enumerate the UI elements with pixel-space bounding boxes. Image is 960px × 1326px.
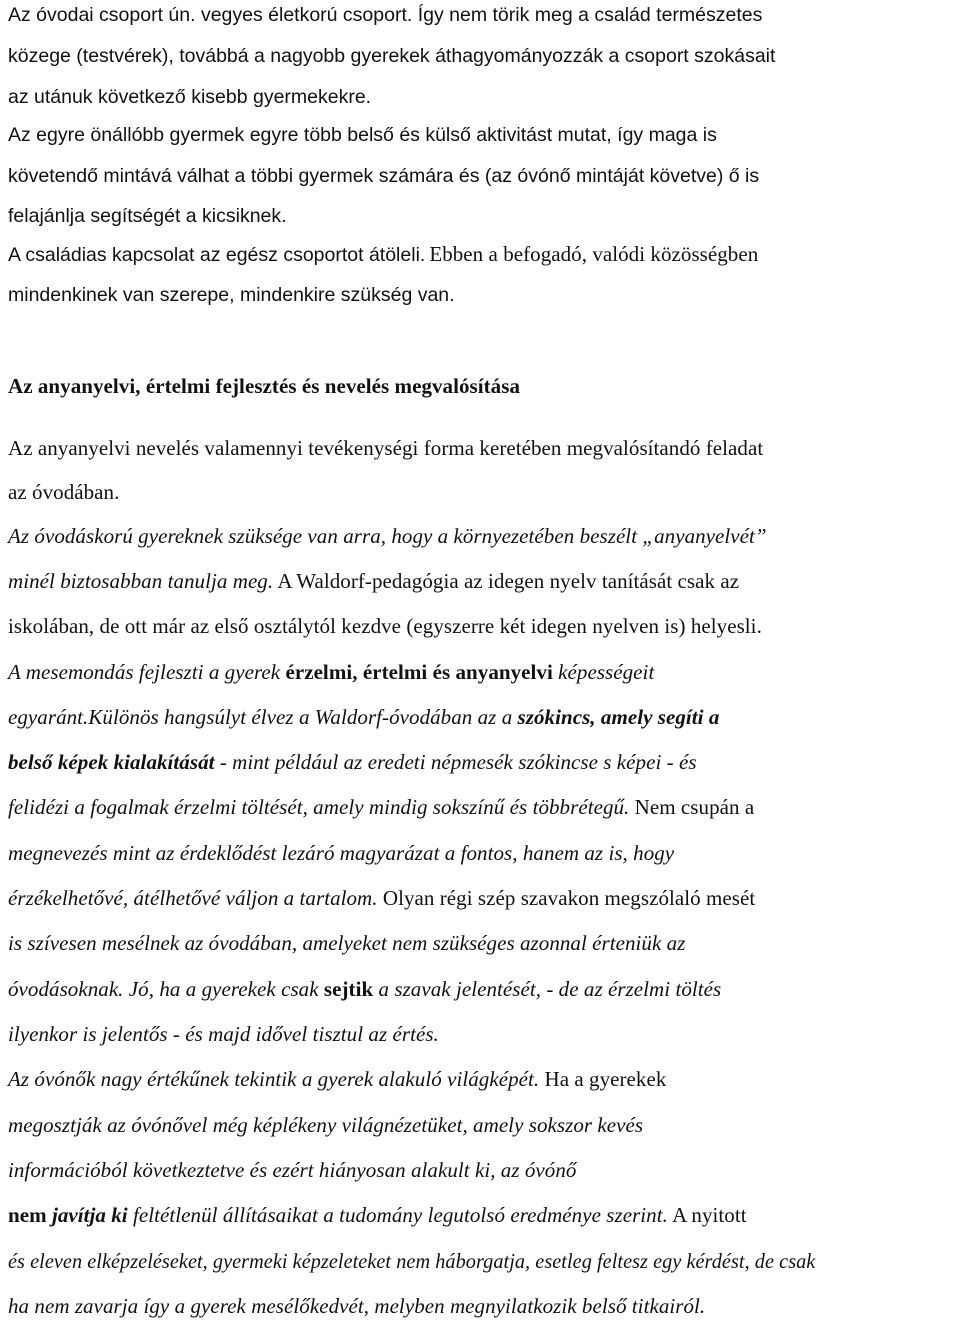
paragraph-5-line-10-text: is szívesen mesélnek az óvodában, amelyeket nem szükséges azonnal érteniük az	[8, 931, 686, 955]
paragraph-6-line-6	[8, 1294, 705, 1319]
paragraph-5-line-1-text: Az óvodáskorú gyereknek szüksége van arra, hogy a környezetében beszélt „anyanyelvét”	[8, 524, 767, 548]
paragraph-6-line-1-italic: Az óvónők nagy értékűnek tekintik a gyerek alakuló világképét.	[8, 1067, 540, 1091]
paragraph-1-line-1: Az óvodai csoport ún. vegyes életkorú csoport. Így nem törik meg a család természetes	[8, 4, 763, 26]
paragraph-5-line-12	[8, 1022, 439, 1047]
paragraph-5-line-11	[8, 977, 721, 1002]
paragraph-5-line-2-regular: A Waldorf-pedagógia az idegen nyelv tanítását csak az	[273, 569, 740, 593]
paragraph-5-line-5-lead: egyaránt.	[8, 705, 89, 729]
paragraph-1-line-3: az utánuk következő kisebb gyermekekre.	[8, 86, 372, 108]
section-heading: Az anyanyelvi, értelmi fejlesztés és nevelés megvalósítása	[8, 374, 521, 398]
paragraph-5-line-9-italic: érzékelhetővé, átélhetővé váljon a tartalom.	[8, 886, 378, 910]
paragraph-6-line-5	[8, 1249, 845, 1274]
paragraph-2-line-1: Az egyre önállóbb gyermek egyre több belső és külső aktivitást mutat, így maga is	[8, 124, 717, 146]
paragraph-5-line-5-middle: Különös hangsúlyt élvez a Waldorf-óvodában az a	[88, 705, 518, 729]
paragraph-5-line-7-italic: felidézi a fogalmak érzelmi töltését, amely mindig sokszínű és többrétegű.	[8, 795, 630, 819]
paragraph-5-line-11-tail: a szavak jelentését, - de az érzelmi töltés	[373, 977, 722, 1001]
paragraph-5-line-4	[8, 660, 654, 685]
paragraph-4-line-2: az óvodában.	[8, 480, 120, 504]
paragraph-5-line-5	[8, 705, 719, 730]
paragraph-2-line-3: felajánlja segítségét a kicsiknek.	[8, 205, 287, 227]
paragraph-5-line-4-tail: képességeit	[552, 660, 655, 684]
paragraph-6-line-1-regular: Ha a gyerekek	[539, 1067, 667, 1091]
paragraph-5-line-11-bold: sejtik	[323, 977, 374, 1001]
paragraph-6-line-3	[8, 1158, 576, 1183]
paragraph-6-line-2	[8, 1113, 643, 1138]
paragraph-6-line-2-text: megosztják az óvónővel még képlékeny világnézetüket, amely sokszor kevés	[8, 1113, 644, 1137]
paragraph-6-line-3-text: információból következtetve és ezért hiányosan alakult ki, az óvónő	[8, 1158, 577, 1182]
paragraph-5-line-6-bold: belső képek kialakítását	[8, 750, 215, 774]
paragraph-5-line-4-lead: A mesemondás fejleszti a gyerek	[8, 660, 286, 684]
paragraph-5-line-5-bold: szókincs, amely segíti a	[517, 705, 720, 729]
paragraph-1-line-2: közege (testvérek), továbbá a nagyobb gyerekek áthagyományozzák a csoport szokásait	[8, 45, 776, 67]
paragraph-5-line-8	[8, 841, 674, 866]
paragraph-5-line-7	[8, 795, 754, 820]
paragraph-6-line-1	[8, 1067, 666, 1092]
paragraph-5-line-6-tail: - mint például az eredeti népmesék szókincse s képei - és	[214, 750, 697, 774]
paragraph-5-line-11-lead: óvodásoknak.	[8, 977, 124, 1001]
paragraph-5-line-6	[8, 750, 697, 775]
paragraph-6-line-6-text: ha nem zavarja így a gyerek mesélőkedvét, melyben megnyilatkozik belső titkairól.	[8, 1294, 706, 1318]
paragraph-6-line-4-italic: feltétlenül állításaikat a tudomány legutolsó eredménye szerint.	[127, 1203, 668, 1227]
paragraph-6-line-4-bold-italic: javítja ki	[51, 1203, 128, 1227]
paragraph-6-line-4	[8, 1203, 747, 1228]
paragraph-3-line-2: mindenkinek van szerepe, mindenkire szükség van.	[8, 284, 455, 306]
paragraph-5-line-2	[8, 569, 739, 594]
paragraph-5-line-2-italic: minél biztosabban tanulja meg.	[8, 569, 274, 593]
paragraph-6-line-5-text: és eleven elképzeléseket, gyermeki képzeleteket nem háborgatja, esetleg feltesz egy kérdést, de csak	[8, 1249, 816, 1273]
paragraph-5-line-9-regular: Olyan régi szép szavakon megszólaló mesét	[377, 886, 756, 910]
paragraph-5-line-7-regular: Nem csupán a	[629, 795, 755, 819]
paragraph-5-line-8-text: megnevezés mint az érdeklődést lezáró magyarázat a fontos, hanem az is, hogy	[8, 841, 675, 865]
paragraph-6-line-4-bold: nem	[8, 1203, 52, 1227]
paragraph-5-line-9	[8, 886, 755, 911]
paragraph-5-line-3: iskolában, de ott már az első osztálytól kezdve (egyszerre két idegen nyelven is) helyesli.	[8, 614, 762, 638]
paragraph-3-sentence-2: Ebben a befogadó, valódi közösségben	[429, 242, 759, 266]
paragraph-3-sentence-1: A családias kapcsolat az egész csoportot átöleli.	[8, 244, 426, 266]
paragraph-5-line-10	[8, 931, 685, 956]
paragraph-2-line-2: követendő mintává válhat a többi gyermek számára és (az óvónő mintáját követve) ő is	[8, 165, 760, 187]
paragraph-5-line-12-text: ilyenkor is jelentős - és majd idővel tisztul az értés.	[8, 1022, 439, 1046]
paragraph-5-line-1	[8, 524, 767, 549]
paragraph-5-line-11-middle: Jó, ha a gyerekek csak	[123, 977, 324, 1001]
paragraph-5-line-4-bold: érzelmi, értelmi és anyanyelvi	[285, 660, 553, 684]
paragraph-3-line-1	[8, 242, 758, 267]
paragraph-4-line-1: Az anyanyelvi nevelés valamennyi tevékenységi forma keretében megvalósítandó feladat	[8, 436, 764, 460]
paragraph-6-line-4-regular: A nyitott	[667, 1203, 747, 1227]
